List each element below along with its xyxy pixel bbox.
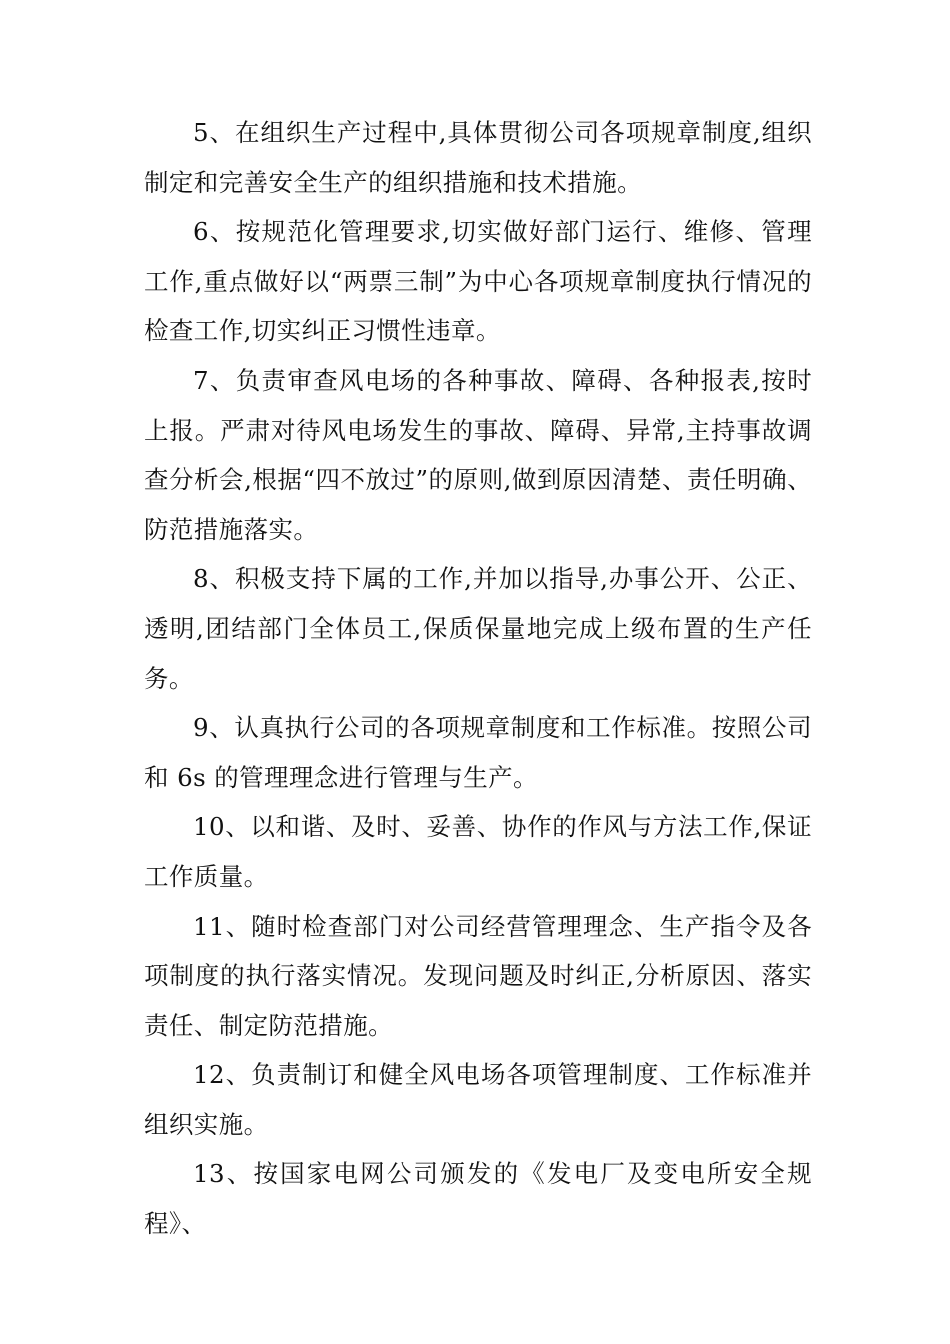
paragraph-item-8: 8、积极支持下属的工作,并加以指导,办事公开、公正、透明,团结部门全体员工,保质保量地完成上级布置的生产任务。: [144, 564, 812, 693]
paragraph-item-7: 7、负责审查风电场的各种事故、障碍、各种报表,按时上报。严肃对待风电场发生的事故、障碍、异常,主持事故调查分析会,根据“四不放过”的原则,做到原因清楚、责任明确、防范措施落实。: [144, 365, 812, 544]
paragraph-item-11: 11、随时检查部门对公司经营管理理念、生产指令及各项制度的执行落实情况。发现问题及时纠正,分析原因、落实责任、制定防范措施。: [144, 911, 812, 1040]
paragraph-item-9: 9、认真执行公司的各项规章制度和工作标准。按照公司和 6s 的管理理念进行管理与生产。: [144, 713, 812, 792]
paragraph-item-10: 10、以和谐、及时、妥善、协作的作风与方法工作,保证工作质量。: [144, 812, 812, 891]
paragraph-item-6: 6、按规范化管理要求,切实做好部门运行、维修、管理工作,重点做好以“两票三制”为中心各项规章制度执行情况的检查工作,切实纠正习惯性违章。: [144, 217, 812, 346]
paragraph-item-5: 5、在组织生产过程中,具体贯彻公司各项规章制度,组织制定和完善安全生产的组织措施和技术措施。: [144, 118, 812, 197]
paragraph-item-12: 12、负责制订和健全风电场各项管理制度、工作标准并组织实施。: [144, 1060, 812, 1139]
paragraph-item-13: 13、按国家电网公司颁发的《发电厂及变电所安全规程》、: [144, 1159, 812, 1239]
document-page: [144, 108, 812, 1249]
